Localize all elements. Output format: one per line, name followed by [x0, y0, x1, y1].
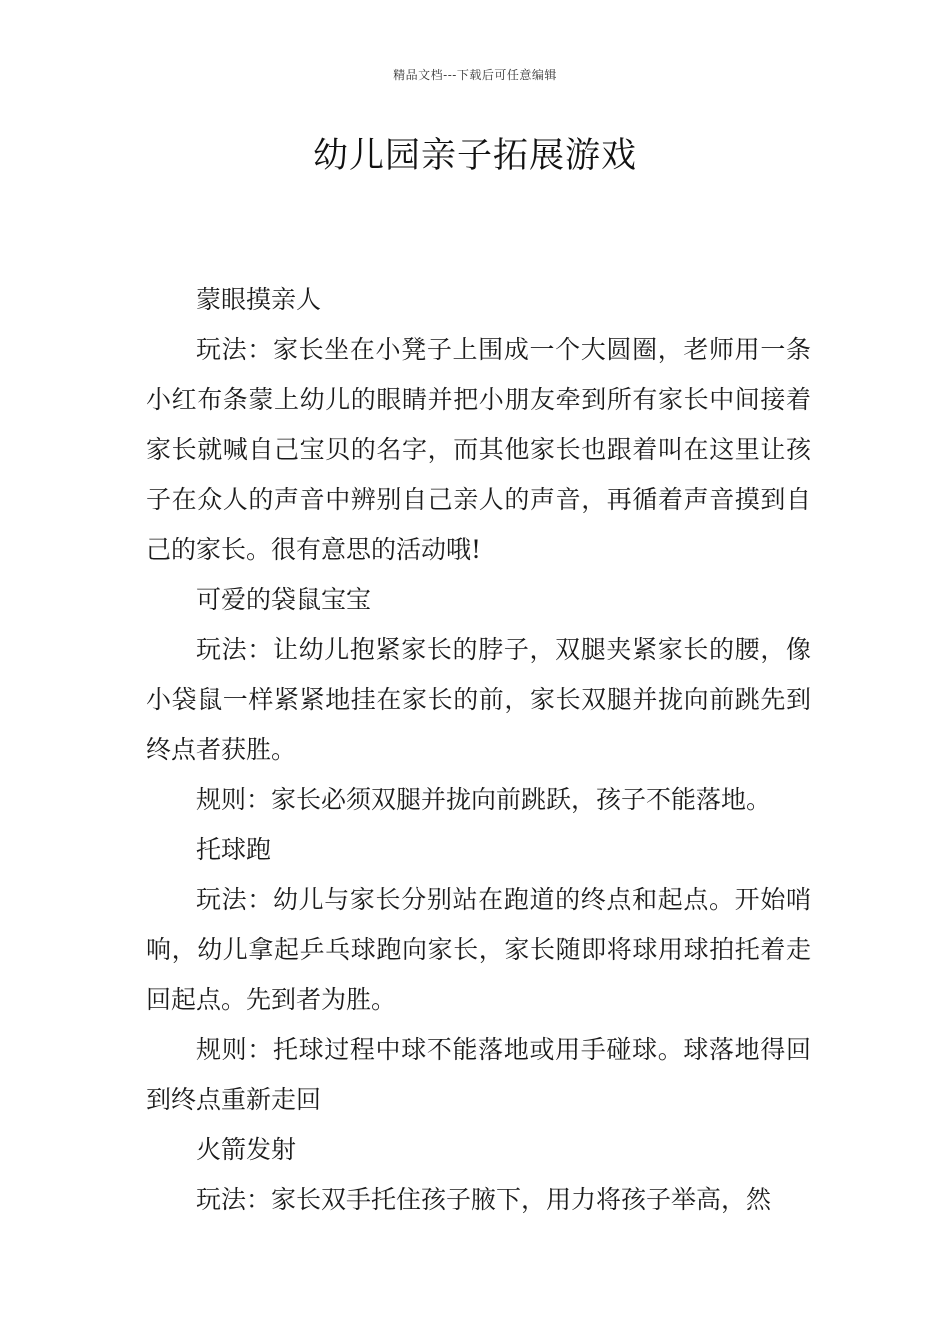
- document-body: [146, 275, 811, 1225]
- paragraph-rocket-play: 玩法：家长双手托住孩子腋下，用力将孩子举高，然: [196, 1185, 772, 1214]
- paragraph-ball-run-play: 玩法：幼儿与家长分别站在跑道的终点和起点。开始哨响，幼儿拿起乒乓球跑向家长，家长随即将球用球拍托着走回起点。先到者为胜。: [146, 885, 811, 1014]
- paragraph-ball-run-rules: 规则：托球过程中球不能落地或用手碰球。球落地得回到终点重新走回: [146, 1035, 811, 1114]
- document-title: 幼儿园亲子拓展游戏: [312, 136, 637, 176]
- section-heading-rocket: 火箭发射: [196, 1135, 297, 1164]
- header-note: 精品文档---下载后可任意编辑: [393, 68, 557, 82]
- section-heading-kangaroo: 可爱的袋鼠宝宝: [196, 585, 372, 614]
- paragraph-kangaroo-rules: 规则：家长必须双腿并拢向前跳跃，孩子不能落地。: [196, 785, 772, 814]
- paragraph-kangaroo-play: 玩法：让幼儿抱紧家长的脖子，双腿夹紧家长的腰，像小袋鼠一样紧紧地挂在家长的前，家长双腿并拢向前跳先到终点者获胜。: [146, 635, 811, 764]
- section-heading-ball-run: 托球跑: [196, 835, 272, 864]
- paragraph-blindfold-rules: 玩法：家长坐在小凳子上围成一个大圆圈，老师用一条小红布条蒙上幼儿的眼睛并把小朋友牵到所有家长中间接着家长就喊自己宝贝的名字，而其他家长也跟着叫在这里让孩子在众人的声音中辨别自己亲人的声音，再循着声音摸到自己的家长。很有意思的活动哦!: [146, 335, 811, 564]
- section-heading-blindfold: 蒙眼摸亲人: [196, 285, 322, 314]
